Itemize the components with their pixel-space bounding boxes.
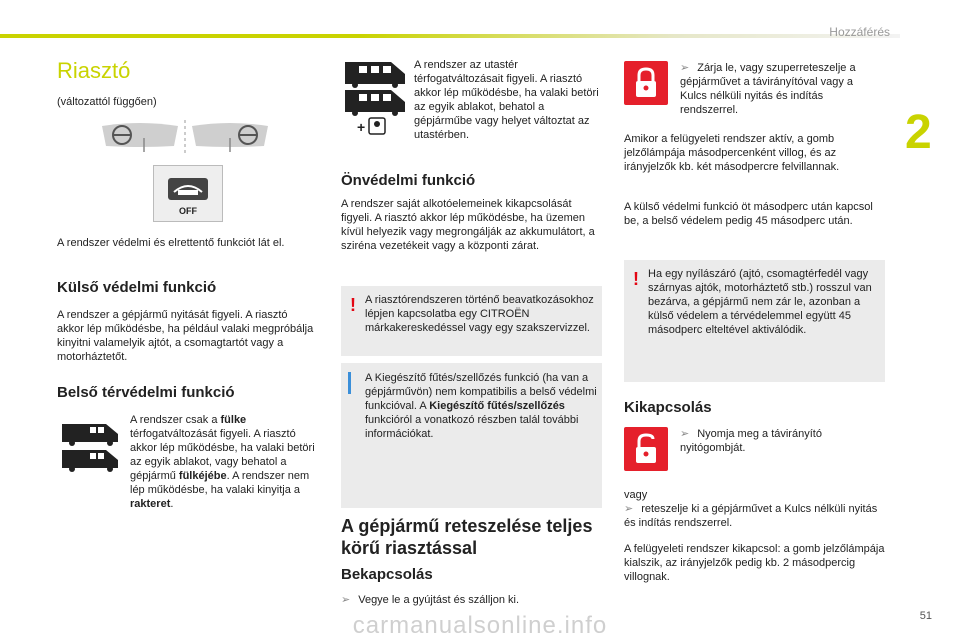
svg-text:+: + — [357, 119, 366, 135]
off-status-text: A felügyeleti rendszer kikapcsol: a gomb jelzőlámpája kialszik, az irányjelzők pedig kb. 2 másodpercig villognak. — [624, 543, 885, 583]
unlock-button — [624, 427, 668, 471]
section-title: Hozzáférés — [829, 25, 890, 39]
locking-title: A gépjármű reteszelése teljes körű riasztással — [341, 516, 593, 558]
van-cabin-icon — [60, 418, 122, 474]
warning-icon-2: ! — [633, 269, 639, 289]
intro-text: A rendszer védelmi és elrettentő funkciót lát el. — [57, 237, 285, 249]
self-protection-text: A rendszer saját alkotóelemeinek kikapcsolását figyeli. A riasztó akkor lép működésbe, ha üzemen kívül helyezik vagy megrongálják az akkumulátort, a sziréna vezetékeit vagy a központi zárat. — [341, 198, 595, 252]
alarm-off-button — [153, 165, 223, 222]
lock-button — [624, 61, 668, 105]
int-protection-text: A rendszer csak a fülke térfogatváltozását figyeli. A riasztó akkor lép működésbe, ha valaki betöri az egyik ablakot, vagy behatol a gépjármű fülkéjébe. A rendszer nem lép működésbe, ha valaki kinyitja a rakteret. — [130, 414, 315, 510]
unlock-text: ➢ Nyomja meg a távirányító nyitógombját. — [680, 428, 822, 454]
off-label: OFF — [179, 206, 197, 216]
warning-box — [341, 286, 602, 356]
page-number: 51 — [919, 610, 932, 622]
watermark: carmanualsonline.info — [352, 612, 608, 639]
unlock-icon — [624, 427, 668, 471]
info-box — [341, 363, 602, 508]
steering-wheel-sensors-icon — [100, 118, 270, 156]
warning-text: A riasztórendszeren történő beavatkozásokhoz lépjen kapcsolatba egy CITROËN márkakereskedéssel vagy egy szakszervizzel. — [365, 294, 594, 334]
door-warning-text: Ha egy nyílászáró (ajtó, csomagtérfedél vagy szárnyas ajtók, motorháztető stb.) rosszul van bezárva, a gépjármű nem zár le, azonban a külső védelem a térvédelemmel együtt 45 másodperc elteltével aktiválódik. — [648, 268, 872, 336]
header-bar — [0, 34, 900, 38]
timing-text: A külső védelmi funkció öt másodperc után kapcsol be, a belső védelem pedig 45 másodperc után. — [624, 201, 873, 227]
van-passenger-icon — [341, 58, 409, 136]
page-title: Riasztó — [57, 58, 131, 83]
info-icon — [348, 372, 351, 394]
info-text: A Kiegészítő fűtés/szellőzés funkció (ha van a gépjárművön) nem kompatibilis a belső védelmi funkcióval. A Kiegészítő fűtés/szellőzés funkcióról a vonatkozó részben talál további információkat. — [365, 372, 597, 440]
subtitle: (változattól függően) — [57, 96, 157, 108]
lock-text: ➢ Zárja le, vagy szuperreteszelje a gépjárművet a távirányítóval vagy a Kulcs nélküli nyitás és indítás rendszerrel. — [680, 62, 856, 116]
passenger-text: A rendszer az utastér térfogatváltozásait figyeli. A riasztó akkor lép működésbe, ha valaki betöri az egyik ablakot, behatol a gépjárműbe vagy helyet változtat az utastérben. — [414, 59, 599, 141]
int-protection-title: Belső térvédelmi funkció — [57, 384, 235, 401]
disable-title: Kikapcsolás — [624, 399, 712, 416]
enable-text: ➢ Vegye le a gyújtást és szálljon ki. — [341, 594, 520, 606]
door-warning-box — [624, 260, 885, 382]
lock-icon — [624, 61, 668, 105]
ext-protection-title: Külső védelmi funkció — [57, 279, 217, 296]
unlock-alt-text: ➢ reteszelje ki a gépjárművet a Kulcs nélküli nyitás és indítás rendszerrel. — [624, 503, 878, 529]
ext-protection-text: A rendszer a gépjármű nyitását figyeli. A riasztó akkor lép működésbe, ha például valaki megpróbálja kinyitni valamelyik ajtót, a csomagtartót vagy a motorháztetőt. — [57, 309, 314, 363]
warning-icon: ! — [350, 295, 356, 315]
or-text: vagy — [624, 489, 648, 501]
self-protection-title: Önvédelmi funkció — [341, 172, 476, 189]
active-text: Amikor a felügyeleti rendszer aktív, a gomb jelzőlámpája másodpercenként villog, és az irányjelzők kb. két másodpercre felvillannak. — [624, 133, 840, 173]
chapter-number: 2 — [905, 106, 932, 159]
enable-title: Bekapcsolás — [341, 566, 433, 583]
